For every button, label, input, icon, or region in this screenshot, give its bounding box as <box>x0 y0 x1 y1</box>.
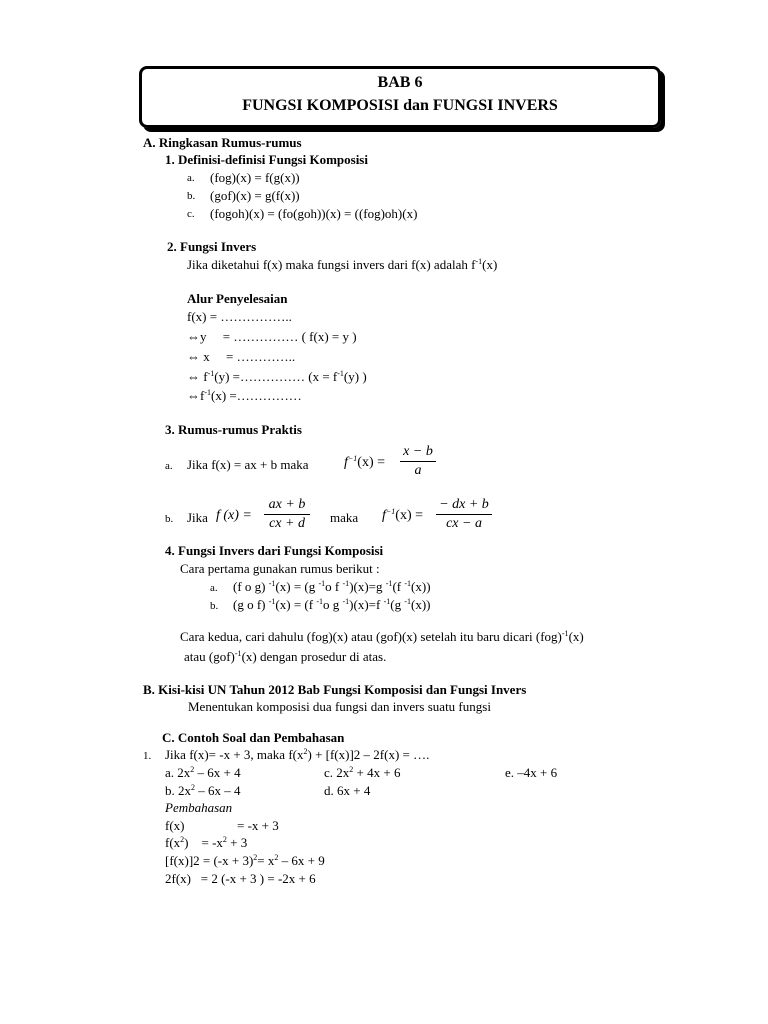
composite-inverse-a: (f o g) $^{-1}$(x) = (g $^{-1}$o f $^{-1}$)(x)=g $^{-1}$(f $^{-1}$(x)) <box>233 579 431 594</box>
alur-step: ⇔ $f^{-1}(y)$ =…………… ($x = f^{-1}(y)$ ) <box>187 369 367 384</box>
pembahasan-label: Pembahasan <box>165 800 233 815</box>
cara-pertama: Cara pertama gunakan rumus berikut : <box>180 561 380 576</box>
list-label: a. <box>187 172 195 184</box>
definition-item: (gof)(x) = g(f(x)) <box>210 188 300 203</box>
formula-a-text: Jika f(x) = ax + b maka <box>187 457 309 472</box>
alur-step: ⇔ x = ………….. <box>187 349 296 364</box>
question-number: 1. <box>143 750 152 762</box>
alur-heading: Alur Penyelesaian <box>187 291 288 306</box>
option-e: e. –4x + 6 <box>505 765 558 780</box>
section-b-text: Menentukan komposisi dua fungsi dan invers suatu fungsi <box>188 699 491 714</box>
option-d: d. 6x + 4 <box>324 783 371 798</box>
solution-step: $[f(x)]2 = (-x + 3)^2= x^2 - 6x + 9$ <box>165 853 325 868</box>
formula-b-lhs: f (x) = <box>216 508 252 523</box>
formula-b-fraction: ax + b cx + d <box>264 496 310 533</box>
subsection-2-heading: 2. Fungsi Invers <box>167 239 257 254</box>
chapter-number: BAB 6 <box>377 74 423 91</box>
subsection-3-heading: 3. Rumus-rumus Praktis <box>165 422 302 437</box>
list-label: b. <box>187 190 196 202</box>
solution-step-value: = -x + 3 <box>237 818 279 833</box>
alur-step: ⇔y = …………… ( f(x) = y ) <box>187 329 357 344</box>
list-label: b. <box>165 513 174 525</box>
section-a-heading: A. Ringkasan Rumus-rumus <box>143 135 302 150</box>
definition-item: (fogoh)(x) = (fo(goh))(x) = ((fog)oh)(x) <box>210 206 418 221</box>
formula-b-text: Jika <box>187 510 208 525</box>
solution-step: 2f(x) = 2 (-x + 3 ) = -2x + 6 <box>165 871 316 886</box>
formula-b-rhs: $f^{-1}(x)$ = <box>382 507 424 523</box>
inverse-definition: Jika diketahui f(x) maka fungsi invers dari f(x) adalah $f^{-1}(x)$ <box>187 257 498 272</box>
alur-step: $\Leftrightarrow f^{-1}(x)$ =…………… <box>187 388 302 403</box>
list-label: a. <box>165 460 173 472</box>
solution-step-label: f(x) <box>165 818 185 833</box>
formula-b-fraction-inverse: − dx + b cx − a <box>436 496 492 533</box>
list-label: b. <box>210 600 219 612</box>
formula-a-fraction: x − b a <box>400 443 436 480</box>
alur-step: f(x) = …………….. <box>187 309 292 324</box>
chapter-title: FUNGSI KOMPOSISI dan FUNGSI INVERS <box>242 97 558 114</box>
section-c-heading: C. Contoh Soal dan Pembahasan <box>162 730 345 745</box>
title-box <box>139 66 661 128</box>
option-b: b. $2x^2 - 6x - 4$ <box>165 783 241 798</box>
formula-b-maka: maka <box>330 510 359 525</box>
option-c: c. $2x^2 + 4x + 6$ <box>324 765 401 780</box>
cara-kedua-line2: atau (gof)$^{-1}$(x) dengan prosedur di atas. <box>184 649 387 664</box>
cara-kedua-line1: Cara kedua, cari dahulu (fog)(x) atau (gof)(x) setelah itu baru dicari (fog)$^{-1}$(x) <box>180 629 584 644</box>
formula-a-lhs: $f^{-1}(x)$ = <box>344 454 386 470</box>
question-text: Jika f(x)= -x + 3, maka $f(x^2) + [f(x)]2 - 2f(x)$ = …. <box>165 747 430 762</box>
subsection-1-heading: 1. Definisi-definisi Fungsi Komposisi <box>165 152 368 167</box>
option-a: a. $2x^2 - 6x + 4$ <box>165 765 241 780</box>
composite-inverse-b: (g o f) $^{-1}$(x) = (f $^{-1}$o g $^{-1}$)(x)=f $^{-1}$(g $^{-1}$(x)) <box>233 597 431 612</box>
subsection-4-heading: 4. Fungsi Invers dari Fungsi Komposisi <box>165 543 384 558</box>
definition-item: (fog)(x) = f(g(x)) <box>210 170 300 185</box>
section-b-heading: B. Kisi-kisi UN Tahun 2012 Bab Fungsi Komposisi dan Fungsi Invers <box>143 682 527 697</box>
list-label: a. <box>210 582 218 594</box>
list-label: c. <box>187 208 195 220</box>
solution-step: $f(x^2)$ = $-x^2 + 3$ <box>165 835 248 850</box>
